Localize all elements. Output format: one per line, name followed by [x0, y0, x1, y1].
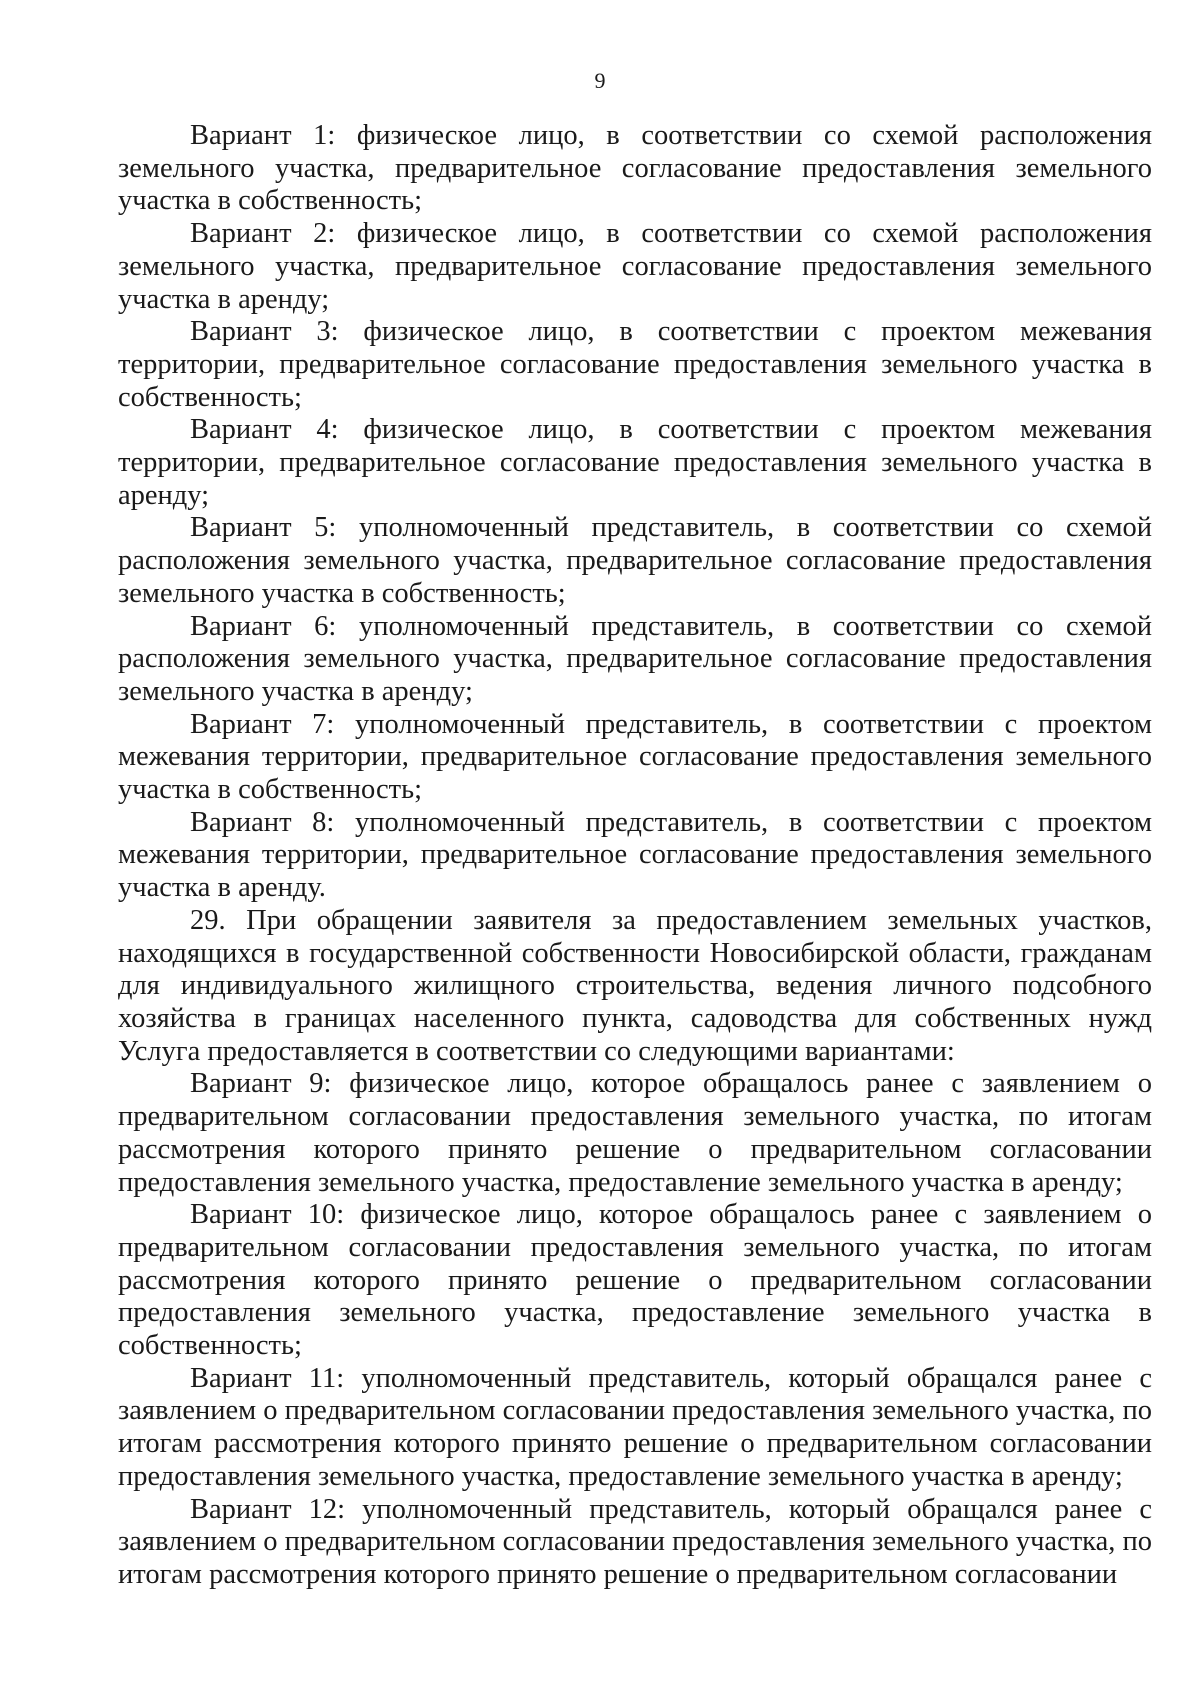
paragraph-variant-3: Вариант 3: физическое лицо, в соответствии с проектом межевания территории, предварительное согласование предоставления земельного участка в собственность;	[118, 316, 1152, 413]
page-number: 9	[594, 68, 606, 93]
document-body	[118, 120, 1152, 1592]
paragraph-variant-1: Вариант 1: физическое лицо, в соответствии со схемой расположения земельного участка, предварительное согласование предоставления земельного участка в собственность;	[118, 120, 1152, 217]
paragraph-variant-6: Вариант 6: уполномоченный представитель, в соответствии со схемой расположения земельного участка, предварительное согласование предоставления земельного участка в аренду;	[118, 610, 1152, 707]
paragraph-variant-12: Вариант 12: уполномоченный представитель, который обращался ранее с заявлением о предварительном согласовании предоставления земельного участка, по итогам рассмотрения которого принято решение о предварительном согласовании	[118, 1493, 1152, 1590]
paragraph-variant-11: Вариант 11: уполномоченный представитель, который обращался ранее с заявлением о предварительном согласовании предоставления земельного участка, по итогам рассмотрения которого принято решение о предварительном согласовании предоставления земельного участка, предоставление земельного участка в аренду;	[118, 1362, 1152, 1492]
paragraph-variant-8: Вариант 8: уполномоченный представитель, в соответствии с проектом межевания территории, предварительное согласование предоставления земельного участка в аренду.	[118, 806, 1152, 904]
paragraph-variant-2: Вариант 2: физическое лицо, в соответствии со схемой расположения земельного участка, предварительное согласование предоставления земельного участка в аренду;	[118, 218, 1152, 315]
paragraph-variant-4: Вариант 4: физическое лицо, в соответствии с проектом межевания территории, предварительное согласование предоставления земельного участка в аренду;	[118, 414, 1152, 511]
paragraph-variant-5: Вариант 5: уполномоченный представитель, в соответствии со схемой расположения земельного участка, предварительное согласование предоставления земельного участка в собственность;	[118, 512, 1152, 609]
paragraph-section-29: 29. При обращении заявителя за предоставлением земельных участков, находящихся в государственной собственности Новосибирской области, гражданам для индивидуального жилищного строительства, ведения личного подсобного хозяйства в границах населенного пункта, садоводства для собственных нужд Услуга предоставляется в соответствии со следующими вариантами:	[118, 904, 1152, 1067]
paragraph-variant-10: Вариант 10: физическое лицо, которое обращалось ранее с заявлением о предварительном согласовании предоставления земельного участка, по итогам рассмотрения которого принято решение о предварительном согласовании предоставления земельного участка, предоставление земельного участка в собственность;	[118, 1199, 1152, 1362]
paragraph-variant-9: Вариант 9: физическое лицо, которое обращалось ранее с заявлением о предварительном согласовании предоставления земельного участка, по итогам рассмотрения которого принято решение о предварительном согласовании предоставления земельного участка, предоставление земельного участка в аренду;	[118, 1068, 1152, 1198]
paragraph-variant-7: Вариант 7: уполномоченный представитель, в соответствии с проектом межевания территории, предварительное согласование предоставления земельного участка в собственность;	[118, 708, 1152, 806]
